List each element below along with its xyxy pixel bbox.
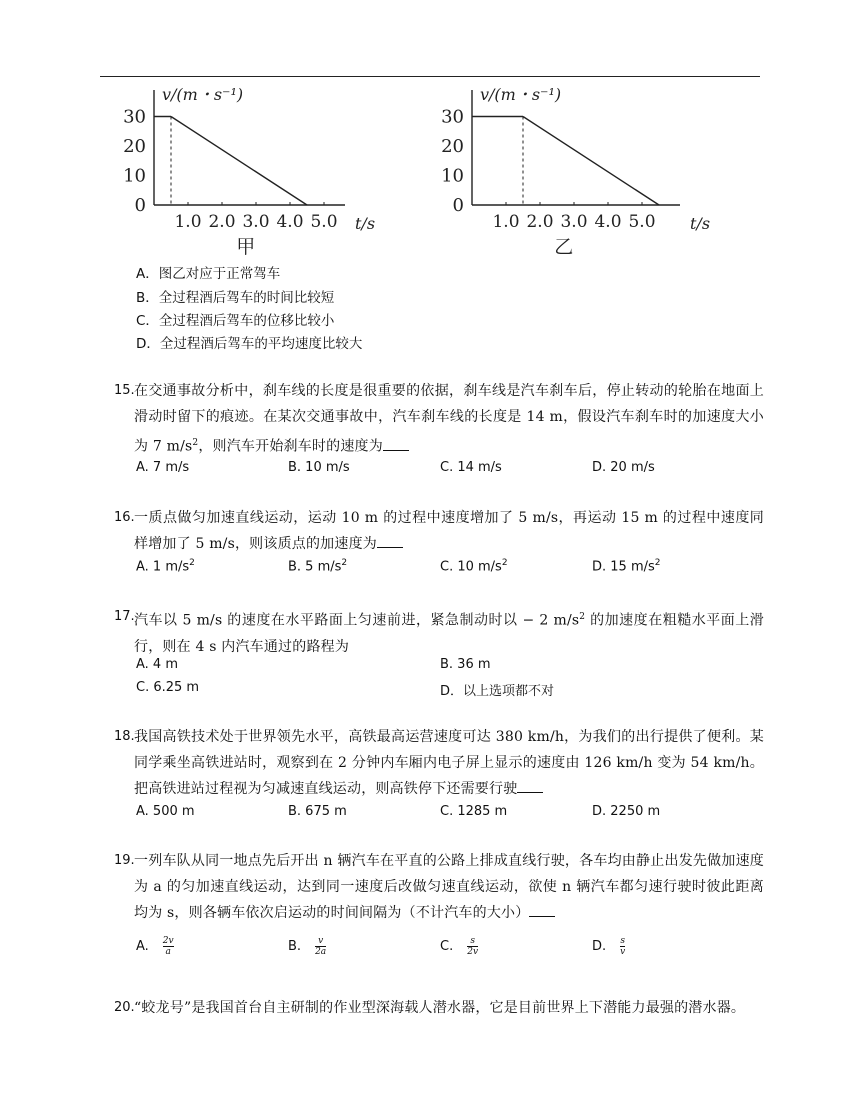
- question-stem: 汽车以 5 m/s 的速度在水平路面上匀速前进，紧急制动时以 − 2 $m/s^2$ 的加速度在粗糙水平面上滑行，则在 4 s 内汽车通过的路程为: [134, 612, 764, 655]
- answer-blank[interactable]: [529, 902, 555, 917]
- q18-option-b[interactable]: B. 675 m: [288, 804, 347, 819]
- chart-yi: [430, 80, 730, 256]
- q19-option-b[interactable]: B. $\frac{v}{2a}$: [288, 936, 327, 957]
- x-tick-label: 4.0: [276, 212, 304, 232]
- q15-option-c[interactable]: C. 14 m/s: [440, 460, 502, 475]
- answer-blank[interactable]: [383, 436, 409, 451]
- q14-option-b[interactable]: B．全过程酒后驾车的时间比较短: [136, 290, 335, 306]
- question-19: [114, 848, 764, 926]
- y-tick-label: 0: [452, 195, 464, 216]
- question-18: [114, 724, 764, 802]
- answer-blank[interactable]: [377, 533, 403, 548]
- question-17: [114, 604, 764, 660]
- header-rule: [100, 76, 760, 77]
- q16-option-d[interactable]: D. 15 $m/s^2$: [592, 558, 661, 575]
- question-stem: 在交通事故分析中，刹车线的长度是很重要的依据，刹车线是汽车刹车后，停止转动的轮胎在地面上滑动时留下的痕迹。在某次交通事故中，汽车刹车线的长度是 14 m，假设汽车刹车时的加速度大小为 7 $m/s^2$，则汽车开始刹车时的速度为: [134, 383, 764, 455]
- x-tick-label: 4.0: [594, 212, 622, 232]
- y-tick-label: 10: [123, 165, 146, 187]
- x-tick-label: 1.0: [174, 212, 202, 232]
- x-axis-label: t/s: [690, 214, 711, 233]
- q19-option-c[interactable]: C. $\frac{s}{2v}$: [440, 936, 479, 957]
- q16-option-c[interactable]: C. 10 $m/s^2$: [440, 558, 508, 575]
- q19-option-a[interactable]: A. $\frac{2v}{a}$: [136, 936, 174, 957]
- chart-caption: 甲: [236, 236, 256, 256]
- y-axis-label: v/(m・s⁻¹): [162, 85, 244, 104]
- q17-option-d[interactable]: D．以上选项都不对: [440, 684, 555, 699]
- x-axis-label: t/s: [355, 214, 376, 233]
- q17-option-a[interactable]: A. 4 m: [136, 657, 178, 672]
- q17-option-b[interactable]: B. 36 m: [440, 657, 491, 672]
- chart-jia: [112, 80, 402, 256]
- x-tick-label: 2.0: [208, 212, 236, 232]
- x-tick-label: 1.0: [492, 212, 520, 232]
- question-number: 20.: [114, 1000, 135, 1015]
- answer-blank[interactable]: [517, 778, 543, 793]
- question-20: [114, 995, 764, 1021]
- question-stem: “蛟龙号”是我国首台自主研制的作业型深海载人潜水器，它是目前世界上下潜能力最强的潜水器。: [134, 1000, 746, 1016]
- q15-option-a[interactable]: A. 7 m/s: [136, 460, 190, 475]
- x-tick-label: 3.0: [242, 212, 270, 232]
- question-stem: 一列车队从同一地点先后开出 n 辆汽车在平直的公路上排成直线行驶，各车均由静止出发先做加速度为 a 的匀加速直线运动，达到同一速度后改做匀速直线运动，欲使 n 辆汽车都匀速行驶时彼此距离均为 s，则各辆车依次启运动的时间间隔为（不计汽车的大小）: [134, 853, 764, 921]
- x-tick-label: 2.0: [526, 212, 554, 232]
- y-axis-label: v/(m・s⁻¹): [480, 85, 562, 104]
- q14-option-c[interactable]: C．全过程酒后驾车的位移比较小: [136, 313, 335, 329]
- question-number: 15.: [114, 383, 135, 398]
- question-number: 19.: [114, 853, 135, 868]
- q17-option-c[interactable]: C. 6.25 m: [136, 680, 200, 695]
- q18-option-a[interactable]: A. 500 m: [136, 804, 195, 819]
- y-tick-label: 10: [441, 165, 464, 187]
- question-stem: 一质点做匀加速直线运动，运动 10 m 的过程中速度增加了 5 m/s，再运动 15 m 的过程中速度同样增加了 5 m/s，则该质点的加速度为: [134, 510, 764, 552]
- question-number: 16.: [114, 510, 135, 525]
- y-tick-label: 30: [123, 106, 146, 128]
- q14-option-a[interactable]: A．图乙对应于正常驾车: [136, 266, 281, 282]
- question-number: 18.: [114, 729, 135, 744]
- y-tick-label: 20: [441, 136, 464, 157]
- q15-option-d[interactable]: D. 20 m/s: [592, 460, 655, 475]
- velocity-line-segment: [523, 117, 659, 206]
- q19-option-d[interactable]: D. $\frac{s}{v}$: [592, 936, 626, 957]
- y-tick-label: 0: [134, 195, 146, 216]
- question-16: [114, 505, 764, 557]
- y-tick-label: 20: [123, 136, 146, 157]
- y-tick-label: 30: [441, 106, 464, 128]
- q14-option-d[interactable]: D．全过程酒后驾车的平均速度比较大: [136, 336, 363, 352]
- question-number: 17.: [114, 609, 135, 624]
- x-tick-label: 5.0: [310, 212, 338, 232]
- velocity-line-segment: [171, 117, 307, 206]
- q15-option-b[interactable]: B. 10 m/s: [288, 460, 350, 475]
- question-stem: 我国高铁技术处于世界领先水平，高铁最高运营速度可达 380 km/h，为我们的出行提供了便利。某同学乘坐高铁进站时，观察到在 2 分钟内车厢内电子屏上显示的速度由 126 km/h 变为 54 km/h。把高铁进站过程视为匀减速直线运动，则高铁停下还需要行驶: [134, 729, 764, 797]
- q18-option-c[interactable]: C. 1285 m: [440, 804, 508, 819]
- q16-option-a[interactable]: A. 1 $m/s^2$: [136, 558, 195, 575]
- velocity-time-charts: [112, 80, 752, 256]
- q16-option-b[interactable]: B. 5 $m/s^2$: [288, 558, 348, 575]
- question-15: [114, 378, 764, 460]
- chart-caption: 乙: [554, 236, 574, 256]
- x-tick-label: 5.0: [628, 212, 656, 232]
- x-tick-label: 3.0: [560, 212, 588, 232]
- q18-option-d[interactable]: D. 2250 m: [592, 804, 661, 819]
